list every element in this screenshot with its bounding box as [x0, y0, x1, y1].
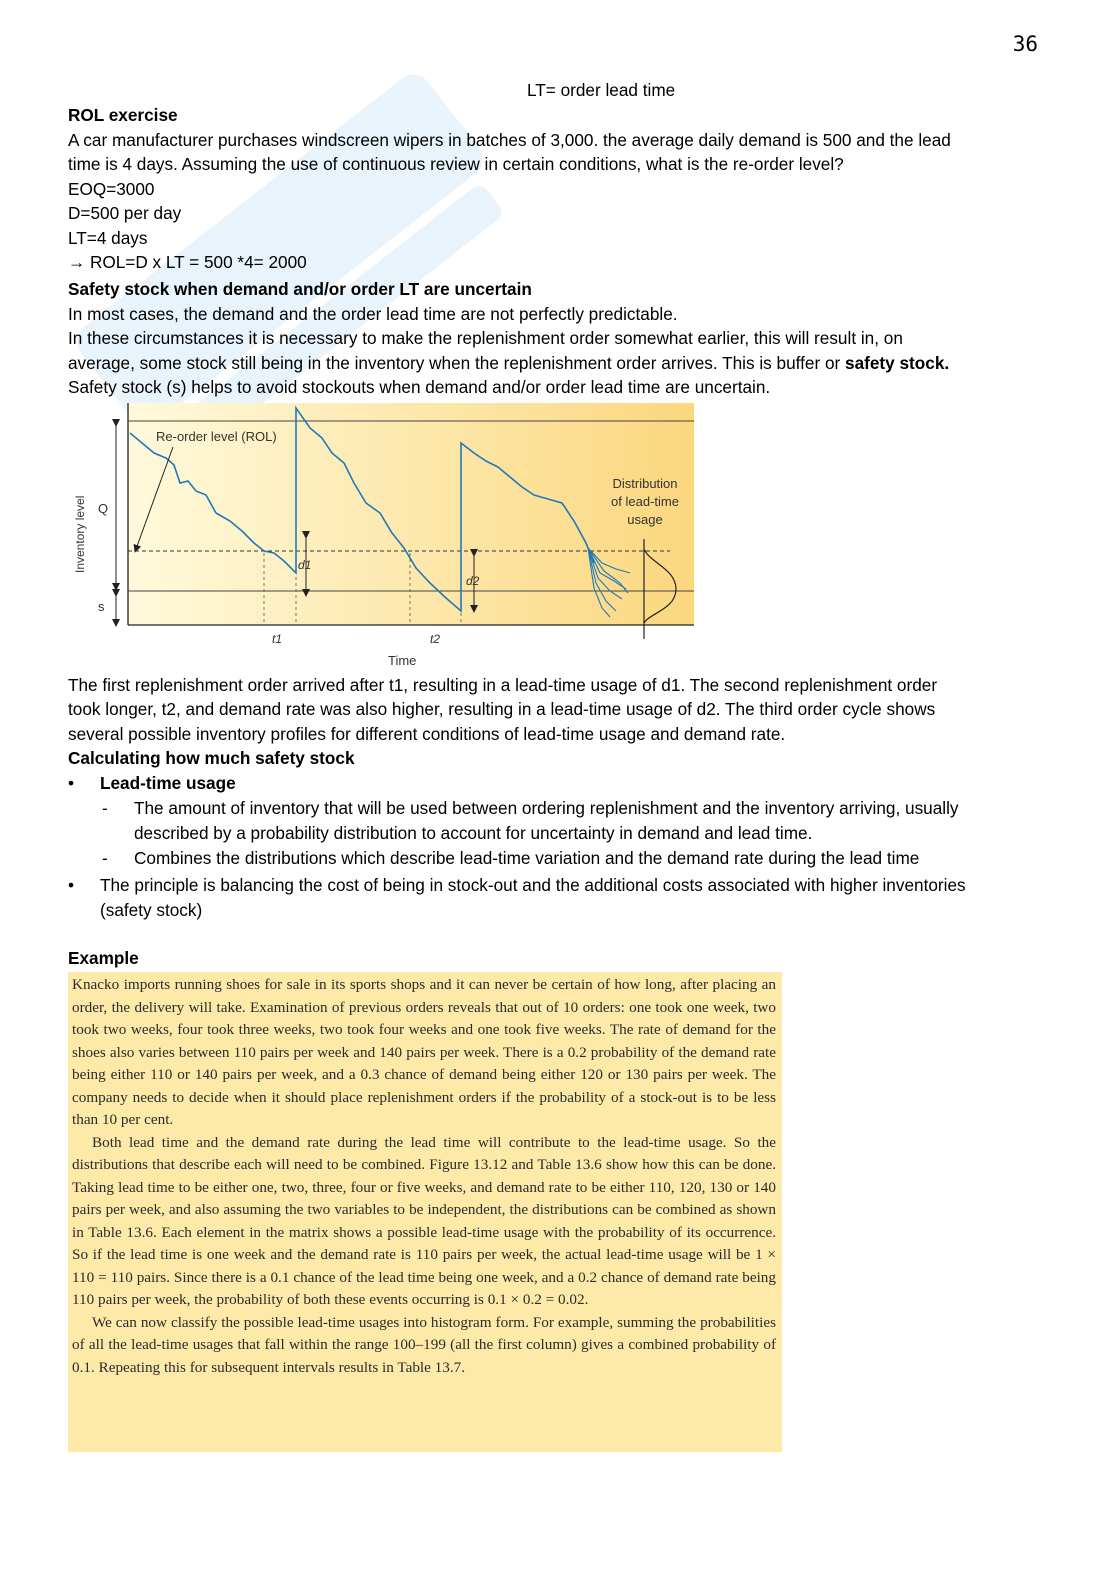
example-paragraph-1: Knacko imports running shoes for sale in its sports shops and it can never be certain of how long, after placing an order, the delivery will take. Examination of previous orders reveals that out of 10 orders: one took one week, two took two weeks, four took three weeks, two took four weeks and one took five weeks. The rate of demand for the shoes also varies between 110 pairs per week and 140 pairs per week. There is a 0.2 probability of the demand rate being either 110 or 140 pairs per week, and a 0.3 chance of demand being either 120 or 130 pairs per week. The company needs to decide when it should place replenishment orders if the probability of a stock-out is to be less than 10 per cent.: [72, 976, 776, 1128]
rol-question-line-2: time is 4 days. Assuming the use of continuous review in certain conditions, what is the re-order level?: [68, 154, 844, 174]
safety-stock-heading: Safety stock when demand and/or order LT are uncertain: [68, 279, 532, 299]
arrow-icon: →: [68, 252, 86, 272]
safety-stock-line-3: [68, 351, 949, 376]
rol-exercise-heading: ROL exercise: [68, 105, 178, 125]
safety-stock-line-3-text: average, some stock still being in the inventory when the replenishment order arrives. This is buffer or: [68, 352, 841, 373]
bullet-1-title: Lead-time usage: [100, 773, 236, 793]
calculating-heading: Calculating how much safety stock: [68, 748, 355, 768]
sub-bullet-1-dash: -: [102, 798, 108, 818]
t2-label: t2: [430, 632, 441, 646]
example-excerpt-box: [68, 972, 782, 1452]
rol-question-line-1: A car manufacturer purchases windscreen wipers in batches of 3,000. the average daily demand is 500 and the lead: [68, 129, 951, 150]
lt-definition: LT= order lead time: [527, 80, 676, 100]
figure-explanation-line-3: several possible inventory profiles for different conditions of lead-time usage and demand rate.: [68, 723, 786, 744]
example-paragraph-2: Both lead time and the demand rate during the lead time will contribute to the lead-time usage. So the distributions that describe each will need to be combined. Figure 13.12 and Table 13.6 show how this can be done. Taking lead time to be either one, two, three, four or five weeks, and demand rate to be either 110, 120, 130 or 140 pairs per week, and also assuming the two variables to be independent, the distributions can be combined as shown in Table 13.6. Each element in the matrix shows a possible lead-time usage with the probability of its occurrence. So if the lead time is one week and the demand rate is 110 pairs per week, the actual lead-time usage will be 1 × 110 = 110 pairs. Since there is a 0.1 chance of the lead time being one week, and a 0.2 chance of demand rate being 110 pairs per week, the probability of both these events occurring is 0.1 × 0.2 = 0.02.: [72, 1133, 776, 1308]
y-axis-label: Inventory level: [73, 495, 87, 573]
d2-label: d2: [466, 574, 480, 588]
demand-value: D=500 per day: [68, 203, 182, 223]
page-number: 36: [1012, 32, 1038, 56]
q-label: Q: [98, 501, 109, 516]
safety-stock-term: safety stock.: [845, 352, 950, 373]
lead-time-value: LT=4 days: [68, 227, 148, 248]
distribution-label-1: Distribution: [612, 476, 678, 491]
rol-result-formula: ROL=D x LT = 500 *4= 2000: [89, 252, 307, 272]
eoq-value: EOQ=3000: [68, 178, 155, 199]
figure-explanation-line-2: took longer, t2, and demand rate was also higher, resulting in a lead-time usage of d2. The third order cycle shows: [68, 699, 936, 719]
sub-bullet-1-line-1: The amount of inventory that will be used between ordering replenishment and the inventory arriving, usually: [134, 798, 959, 818]
safety-stock-line-4: Safety stock (s) helps to avoid stockouts when demand and/or order lead time are uncertain.: [68, 377, 771, 397]
example-paragraph-3: We can now classify the possible lead-time usages into histogram form. For example, summing the probabilities of all the lead-time usages that fall within the range 100–199 (all the first column) gives a combined probability of 0.1. Repeating this for subsequent intervals results in Table 13.7.: [72, 1313, 776, 1376]
sub-bullet-2-dash: -: [102, 848, 108, 868]
rol-label: Re-order level (ROL): [156, 429, 277, 444]
safety-stock-line-2: In these circumstances it is necessary to make the replenishment order somewhat earlier, this will result in, on: [68, 328, 903, 348]
bullet-2-line-2: (safety stock): [100, 899, 203, 920]
bullet-2-line-1: The principle is balancing the cost of being in stock-out and the additional costs associated with higher inventories: [100, 875, 966, 895]
inventory-profile-figure: [70, 403, 704, 673]
bullet-2-symbol: •: [68, 875, 75, 895]
figure-explanation-line-1: The first replenishment order arrived after t1, resulting in a lead-time usage of d1. The second replenishment order: [68, 674, 938, 695]
sub-bullet-1-line-2: described by a probability distribution to account for uncertainty in demand and lead time.: [134, 823, 813, 843]
rol-result: [68, 250, 307, 275]
x-axis-label: Time: [388, 653, 417, 668]
s-label: s: [98, 599, 105, 614]
example-heading: Example: [68, 948, 139, 968]
distribution-label-3: usage: [627, 512, 663, 527]
t1-label: t1: [272, 632, 283, 646]
distribution-label-2: of lead-time: [611, 494, 679, 509]
bullet-1-symbol: •: [68, 773, 75, 793]
d1-label: d1: [298, 558, 312, 572]
safety-stock-line-1: In most cases, the demand and the order lead time are not perfectly predictable.: [68, 303, 678, 324]
sub-bullet-2: Combines the distributions which describe lead-time variation and the demand rate during the lead time: [134, 848, 920, 868]
